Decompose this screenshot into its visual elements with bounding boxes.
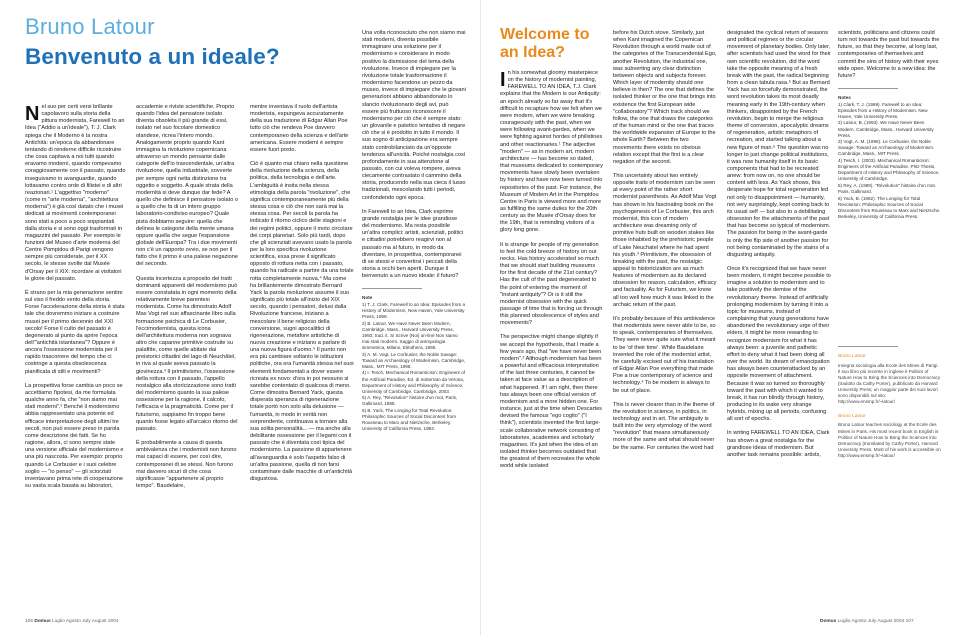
notes-title: Notes	[838, 95, 851, 101]
english-paragraph: In his somewhat gloomy masterpiece on the history of modernist painting, FAREWELL TO AN IDEA, T.J. Clark explains that the Modern is our Antiquity: an epoch already so far away that it's difficult to recapture how we felt when we were modern, when we were breaking courageously with the past, when we were following avant-gardes, when we were fighting against hordes of philistines and other reactionaries.¹ The adjective "modern" — as in modern art, modern architecture — has become so dated, that museums dedicated to contemporary movements have slowly been overtaken by history and have now been turned into repositories of the past. For instance, the Museum of Modern Art in the Pompidou Centre in Paris is viewed more and more as fulfilling the same duties for the 20th century as the Musée d'Orsay does for the 19th, that is reminding visitors of a glory long gone.	[500, 69, 603, 234]
english-column-1	[500, 70, 603, 477]
author-heading: Bruno Latour	[25, 14, 155, 39]
note-item: 3) Vogt, A. M. (1998). Le Corbusier, the Noble Savage: Toward an Archaeology of Modernism. Cambridge, Mass., MIT Press.	[838, 139, 935, 157]
page-number: 106	[25, 619, 34, 624]
magazine-name: Domus	[34, 619, 51, 624]
notes-divider	[362, 288, 422, 289]
italian-column-2	[136, 104, 240, 497]
english-paragraph: before his Dutch stove. Similarly, just when Kant imagined the Copernican Revolution through a world made out of the categories of the Transcendental Ego, another Revolution, the industrial one, was subverting any clear distinction between objects and subjects forever. Which layer of modernity should one believe in then? The one that defines the isolated thinker or the one that brings into existence the first European wide "collaboratory"? Which track should we follow, the one that draws the categories of the human mind or the one that traces the worldwide expansion of Europe to the whole Earth? Between the two movements there exists no obvious relation except that the first is a clear negation of the second.	[613, 30, 717, 165]
english-title: Welcome to an Idea?	[500, 26, 590, 61]
english-column-4	[838, 30, 942, 467]
italian-paragraph: accademie e riviste scientifiche. Proprio quando l'idea del pensatore isolato diventa obsoleta il più grande di essi, isolato nel suo focolare domestico olandese, ricrea l'intero mondo. Analogamente proprio quando Kant immagina la rivoluzione copernicana attraverso un mondo pensante dalle categorie dell'io trascendentale, un'altra rivoluzione, quella industriale, sovverte per sempre ogni netta distinzione tra oggetto e soggetto. A quale strata della modernità si deve dunque dar fede? A quello che definisce il pensatore isolato o a quello che fa di un intero gruppo laboratorio-condiviso europeo? Quale pista dobbiamo seguire: quella che delinea le categorie della mente umana oppure quella che segue l'espansione globale dell'Europa? Tra i due movimenti non c'è un rapporto ovvio, se non per il fatto che il primo è una palese negazione del secondo.	[136, 104, 238, 268]
italian-column-4	[362, 30, 466, 433]
page-number: 107	[905, 619, 914, 624]
note-item: 2) B. Latour, We Have Never Been Modern, Cambridge, Mass., Harvard University Press, 1993; trad. it. Si Scrive (Noi) on-line Non siamo mai stati moderni. Saggio di antropologia simmetrica, Milano, Elèuthera, 1995.	[362, 320, 458, 351]
bio-english: Bruno Latour teaches sociology at the Ecole des Mines in Paris. His most recent book in English is Politics of Nature How to Bring the Sciences into Democracy (translated by Cathy Porter), Harvard University Press. Most of his work is accessible on http://www.ensmp.fr/~latour/	[838, 422, 941, 458]
english-paragraph: scientists, politicians and citizens could turn not towards the past but towards the future, so that they become, at long last, contemporaries of themselves and commit the sins of history with their eyes wide open. Welcome to a new idea: the future?	[838, 30, 940, 79]
italian-paragraph: In Farewell to an Idea, Clark esprime grande nostalgia per le idee grandiose del modernismo. Ma resta possibile un'altra complici: artisti, scienziati, politici e cittadini potrebbero reagirvi non al passato ma al futuro, in modo da diventare, in prospettiva, contemporanei di se stessi e convertirsi i peccati della storia a occhi ben aperti. Dunque il benvenuto a un nuovo ideale: il futuro?	[362, 208, 464, 280]
italian-paragraph: È strano per la mia generazione sentire sul viso il freddo vento della storia. Forse l'accelerazione della storia è stata tale che dovremmo iniziare a costruire musei per il primo decennio del XXI secolo! Forse il culto del passato è degenerato al punto da aprire l'epoca dell'"antichità istantanea"? Oppure è ancora l'ossessione modernista per il rapido trascorrere del tempo che ci costringe a questa obsolescenza pianificata di stili e movimenti?	[25, 289, 125, 375]
note-item: 6) B. Yack, The Longing for Total Revolution: Philosophic Sources of Social Discontent from Rousseau to Marx and Nietzsche, Berkeley, University of California Press, 1992.	[362, 408, 456, 432]
magazine-name: Domus	[820, 619, 837, 624]
english-paragraph: This is never clearer than in the theme of the revolution in science, in politics, in technology and in art. The ambiguity is built into the very etymology of the word "revolution" that means simultaneously more of the same and what should never be the same. For centuries the word had	[613, 401, 715, 451]
left-footer	[25, 619, 119, 624]
english-notes	[838, 95, 942, 220]
english-paragraph: The perspective might change slightly if we accept the hypothesis, that I made a few years ago, that "we have never been modern".² Although modernism has been a powerful and efficacious interpretation of the last three centuries, it cannot be taken at face value as a description of what happened. If I am right, then there has always been one official version of modernism and a more hidden one. For instance, just at the time when Descartes devised the famous "ego cogito" ("I think"), scientists invented the first large-scale collaborative network consisting of laboratories, academies and scholarly magazines. It's just when the idea of an isolated thinker becomes outdated that the greatest of them recreates the whole world while isolated	[500, 334, 602, 470]
bio-title-english: Bruno Latour	[838, 414, 866, 420]
note-item: 1) T. J. Clark, Farewell to an Idea: Episodes from a History of Modernism, New Haven, Yale University Press, 1999.	[362, 301, 466, 320]
italian-paragraph: mentre inventava il ruolo dell'artista moderista, espungeva accuratamente della sua traduzione di Edgar Allan Poe tutto ciò che rendeva Poe davvero contemporaneo della scienza e dell'arte americana. Essere moderni è sempre essere fuori posto.	[250, 104, 349, 153]
right-footer	[820, 619, 914, 624]
note-item: 6) Yack, B. (1992). The Longing for Total Revolution: Philosophic Sources of Social Discontent from Rousseau to Marx and Nietzsche. Berkeley, University of California Press.	[838, 195, 941, 219]
note-item: 4) Tesch, I. (2003). Mechanical Romanticism: Engineers of the Artificial Paradise. PhD Thesis, Department of History and Philosophy of Science, University of Cambridge.	[838, 158, 940, 182]
italian-paragraph: Questa incertezza a proposito dei tratti dominanti apparenti del modernismo può essere constatata in ogni momento della relativamente breve parentesi modernista. Come ha dimostrato Adolf Max Vogt nel suo affascinante libro sulla formazione psichica di Le Corbusier, l'eccimodernista, questa icona dell'architettura moderna non sognava altro che capanne primitive costruite su palafitte, come quelle abitate dai preistorici cittadini del lago di Neuchâtel, in riva al quale aveva passato la giovinezza.³ Il primitivismo, l'ossessione della rottura con il passato, l'appello nostalgico alla storicizzazione sono tratti del modernismo quanto la sua palese ossessione per la ragione, il calcolo, l'efficacia e la pragmaticità. Come per il futurismo, sappiamo fin troppo bene quanto fosse legato all'arcaico ritorno del passato.	[136, 275, 238, 432]
italian-paragraph: Una volta riconosciuto che non siamo mai stati moderni, diventa possibile immaginare una soluzione per il modernismo e considerare in modo positivo la dismissione del tema della rivoluzione. Invece di impiegare per la rivoluzione totale trasformazione il modernismo facendone un pezzo da museo, invece di impiegare che le giovani generazioni abbiano abbandonato lo slancio rivoluzionario degli avi, può essere più fruttuoso riconoscere il modernismo per ciò che è sempre stato: un glovanile e patetico tentativo di negare ciò che si è prodotto in tutto il mondo. Il suo sogno di anticipazione era sempre stato controbilanciato da un'opposte tendenza all'unicità. Poiché nostalgia così profondamente in sua attenzione al passato, con cui voleva rompere, aveva ciecamente contrastato il cammino della storia, producendo nella sua cieca il lusso tradizionali, mescolando tutti i periodi, confondendo ogni epoca.	[362, 30, 466, 201]
column-spacer	[838, 220, 942, 338]
italian-column-3	[250, 104, 354, 490]
drop-cap: I	[500, 69, 506, 91]
note-item: 2) Latour, B. (1993). We Have Never Been Modern. Cambridge, Mass., Harvard University Press.	[838, 120, 934, 138]
english-paragraph: It is strange for people of my generation to feel the cold breeze of history on our necks. Has history accelerated so much that we should start building museums for the first decade of the 21st century? Has the cult of the past degenerated to the point of entering the moment of "instant antiquity"? Or is it still the modernist obsession with the quick passage of time that is forcing us through this planned obsolescence of styles and movements?	[500, 241, 603, 327]
notes-title: Note	[362, 295, 373, 301]
drop-cap: N	[25, 103, 40, 125]
bio-title-italian: Bruno Latour	[838, 354, 866, 360]
english-column-3	[727, 30, 831, 466]
english-paragraph: In writing FAREWELL TO AN IDEA, Clark has shown a great nostalgia for the grandiose ideas of modernism. But another task remains possible: artists,	[727, 430, 830, 458]
english-column-2	[613, 30, 717, 459]
bio-divider	[838, 346, 898, 347]
english-paragraph: designated the cyclical return of seasons and political regimes or the circular movement of planetary bodies. Only later, after scientists had used the word for their own scientific revolution, did the word take the opposite meaning of a fresh break with the past, the radical beginning from a clean tabula rasa.⁵ But as Bernard Yack has so forcefully demonstrated, the word revolution takes its most deadly meaning early in the 19th-century when thinkers, disappointed by the French revolution, begin to merge the religious theme of conversion, apocalyptic dreams of regeneration, artistic metaphors of recreation, and started talking about a new figure of man.⁶ The question was no longer to just change political institutions, it was now humanity itself in its basic components that had to be recreated anew: from now on, no one should be content with less. As Yack shows, this desperate hope for total regeneration led not only to disappointment — humanity, not very surprisingly, kept coming back to its usual self — but also to a debilitating obsession for the attachments of the past that has become so typical of modernism. The passion for being in the avant-garde is only the flip side of another passion for not being contaminated by the stains of a disgusting antiquity.	[727, 30, 831, 258]
note-item: 1) Clark, T. J. (1999). Farewell to an Idea: Episodes from a History of Modernism. New Haven, Yale University Press.	[838, 101, 928, 119]
page-fold	[480, 0, 481, 635]
note-item: 5) Rey, A. (1989). "Révolution" histoire d'un mot. Paris, Gallimard.	[838, 182, 937, 194]
bio-italian: Insegna sociologia alla Ecole des Mines di Parigi. Il suo libro più recente in inglese è Politics of Nature How to Bring the Sciences into Democracy (tradotto da Cathy Porter), pubblicato da Harvard University Press; un maggior parte dei suoi lavori sono disponibili sul sito: http://www.ensmp.fr/~latour/	[838, 362, 941, 405]
english-paragraph: This uncertainty about two entirely opposite traits of modernism can be seen at every point of the rather short modernist parenthesis. As Adolf Max Vogt has shown in his fascinating book on the psychogenesis of Le Corbusier, this arch modernist, this icon of modern architecture was dreaming only of primitive huts built on wooden stakes like those inhabited by the prehistoric people of Lake Neuchatel where he had spent his youth.³ Primitivism, the obsession of breaking with the past, the nostalgic appeal to historicization are as much features of modernism as its declared obsession for reason, calculation, efficacy and factuality. As for Futurism, we know all too well how much it was linked to the archaic return of the past.	[613, 172, 717, 308]
italian-paragraph: Nel suo per certi versi brillante capolavoro sulla storia della pittura modernista, Farewell to an Idea ("Addio a un'ideale"), T. J. Clark spiega che il Moderno è la nostra Antichità: un'epoca da abbandonare tentando di renderne difficile ricostruire che cosa capitava a noi tutti quando eravamo moderni, quando rompevamo coraggiosamente con il passato, quando inseguivamo in avanguardie, quando lottavamo contro orde di filistei e di altri reazionari.¹ L'aggettivo "moderno" (come in "arte moderna", "architettura moderna") è già così datato che i musei dedicati ai movimenti contemporanei sono stati a poco a poco soppiantati dalla storia e si sono oggi trasformati in magazzini del passato. Per esempio le funzioni del Museo d'arte moderna del Centre Pompidou di Parigi vengono sempre più considerate, per il XX secolo, le stesse svolte dal Musée d'Orsay per il XIX: ricordare ai visitatori le glorie del passato.	[25, 103, 126, 282]
english-paragraph: It's probably because of this ambivalence that modernists were never able to be, so to speak, contemporaries of themselves. They were never quite sure what it meant to be 'of their time'. While Baudelaire invented the role of the modernist artist, he carefully excised out of his translation of Edgar Allan Poe everything that made Poe a true contemporary of science and technology.⁴ To be modern is always to be out of place.	[613, 315, 716, 394]
note-item: 3) A. M. Vogt, Le Corbusier, the Noble Savage: Toward an Archaeology of Modernism, Cambridge, Mass., MIT Press, 1998.	[362, 351, 466, 369]
note-item: 4) I. Tesch, Mechanical Romanticism: Engineers of the Artificial Paradise, Ed. di Sotterrato da Verona, Department of History and Philosophy of Science, University of Cambridge, Cambridge, 2003.	[362, 370, 466, 394]
italian-notes	[362, 295, 466, 432]
italian-column-1	[25, 104, 126, 497]
italian-paragraph: È probabilmente a causa di questa ambivalenza che i modernisti non furono mai capaci di essere, per così dire, contemporanei di se stessi. Non furono mai davvero sicuri di che cosa significasse "appartenere al proprio tempo". Baudelaire,	[136, 440, 237, 489]
italian-title: Benvenuto a un ideale?	[25, 44, 280, 69]
notes-divider	[838, 88, 898, 89]
issue-date: Luglio Agosto July August 2004	[837, 619, 905, 624]
note-item: 5) A. Rey, "Révolution" histoire d'un mot, Paris, Gallimard, 1989.	[362, 395, 458, 407]
italian-paragraph: Ciò è quanto mai chiaro nella questione della rivoluzione della scienza, della politica, della tecnologia e dell'arte. L'ambiguità è insita nella stessa etimologia della parola "rivoluzione", che significa contemporaneamente più della stessa cosa e ciò che non sarà mai la stessa cosa. Per secoli la parola ha indicato il ritorno ciclico delle stagioni e dei regimi politici, oppure il moto circolare dei corpi planetari. Solo più tardi, dopo che gli scienziati avevano usato la parola per la loro specifica rivoluzione scientifica, essa prese il significato opposto di rottura netta con i passato, quando ha radicale a partire da una totale rotta completamente nuova.⁴ Ma come ha brillantemente dimostrato Bernard Yack la parola rivoluzione assume il suo significato più totale all'inizio del XIX secolo, quando i pensatori, delusi dalla Rivoluzione francese, iniziano a mescolare il bene religioso della conversione, sugni apocalittici di rigenerazione, metafore artistiche di nuova creazione e iniziano a parlare di una nuova figura d'uomo.⁵ Il punto non era più cambiare soltanto le istituzioni politiche, ora era l'umanità stessa nel suoi elementi fondamentali a dover essere ricreata ex novo: d'ora in poi nessuno si sarebbe contentato di qualcosa di meno. Come dimostra Bernard Yack, questa disperata speranza di rigenerazione totale portò non solo alla delusione — l'umanità, in modo in verità non sorprendente, continuava a tornare alla sua solita personalità... — ma anche alla debilitante ossessione per il legami con il passato che è diventata così tipica del modernismo. La passione di appartenere all'avanguardia è solo l'aspetto falso di un'altra passione, quella di non farsi contaminare dalle macchie di un'antichità disgustosa.	[250, 161, 354, 482]
english-paragraph: Once it's recognized that we have never been modern, it might become possible to imagine a solution to modernism and to take positively the demise of the revolutionary theme. Instead of artificially prolonging modernism by turning it into a topic for museums, instead of complaining that young generations have abandoned the revolutionary urge of their elders, it might be more rewarding to recognize modernism for what it has always been: a juvenile and pathetic effort to deny what it had been doing all over the world. Its dream of emancipation has always been counterattacked by an opposite movement of attachment. Because it was so turned so thoroughly toward the past with which it wanted to break, it has run blindly through history, producing in its wake very strange hybrids, mixing up all periods, confusing all sort of epochs.	[727, 266, 831, 423]
italian-paragraph: La prospettiva forse cambia un poco se accettiamo l'ipotesi, da me formulata qualche anno fa, che "non siamo mai stati moderni".² Benché il modernismo abbia rappresentato una potente ed efficace interpretazione degli ultimi tre secoli, non può essere preso in parola come descrizione dei fatti. Se ho ragione, allora, ci sono sempre state una versione ufficiale del modernismo e una più nascosta. Per esempio: proprio quando Le Corbusier e i suoi celebre soglio — "io penso" — gli sciorziati inventavano prima rete di cooperazione su vasta scala basata su laboratori,	[25, 382, 124, 489]
issue-date: Luglio Agosto July August 2004	[51, 619, 119, 624]
